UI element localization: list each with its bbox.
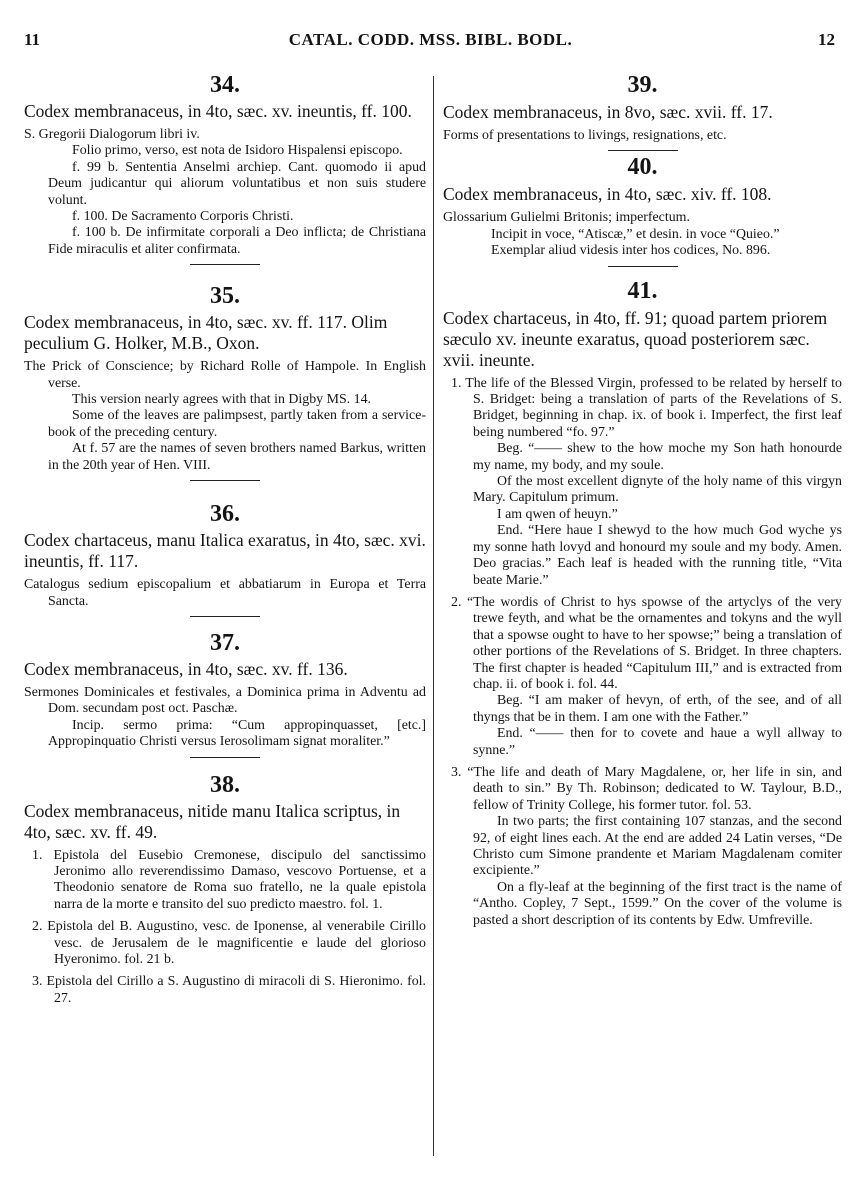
entry-number-37: 37.	[210, 629, 240, 656]
entry-rule	[190, 480, 260, 481]
entry-39-paragraph: Forms of presentations to livings, resignations, etc.	[443, 128, 727, 143]
entry-40-paragraph: Glossarium Gulielmi Britonis; imperfectum.	[443, 210, 690, 226]
entry-41-paragraph: In two parts; the first containing 107 stanzas, and the second 92, of eight lines each. At the end are added 24 Latin verses, “De Christo cum Simone prandente et Mariam Magdalenam comiter excipiente.”	[473, 814, 842, 879]
entry-number-39: 39.	[627, 72, 658, 98]
entry-38-paragraph: 3. Epistola del Cirillo a S. Augustino di miracoli di S. Hieronimo. fol. 27.	[32, 974, 426, 1006]
entry-36-paragraph: Catalogus sedium episcopalium et abbatiarum in Europa et Terra Sancta.	[24, 577, 426, 609]
codex-description-39: Codex membranaceus, in 8vo, sæc. xvii. ff. 17.	[443, 102, 773, 122]
entry-number-36: 36.	[210, 501, 240, 528]
entry-38-paragraph: 2. Epistola del B. Augustino, vesc. de Iponense, al venerabile Cirillo vesc. de Jerusalem de le magnificentie e laude del glorioso Hyeronimo. fol. 21 b.	[32, 919, 426, 967]
entry-rule	[190, 264, 260, 265]
right-column	[443, 72, 842, 929]
codex-description-36: Codex chartaceus, manu Italica exaratus, in 4to, sæc. xvi. ineuntis, ff. 117.	[24, 530, 426, 572]
entry-34-paragraph: f. 100. De Sacramento Corporis Christi.	[72, 209, 294, 225]
entry-41-paragraph: End. “—— then for to covete and haue a wyll allway to synne.”	[473, 726, 842, 758]
entry-41-paragraph: I am qwen of heuyn.”	[497, 506, 618, 522]
column-divider	[433, 76, 434, 1156]
entry-41-paragraph: Beg. “I am maker of hevyn, of erth, of the see, and of all thyngs that be in them. I am one with the Father.”	[473, 693, 842, 725]
entry-number-35: 35.	[210, 283, 240, 310]
entry-number-34: 34.	[210, 72, 240, 98]
entry-rule	[190, 616, 260, 617]
entry-41-paragraph: 1. The life of the Blessed Virgin, professed to be related by herself to S. Bridget: being a translation of parts of the Revelations of S. Bridget, beginning in chap. ix. of book i. Imperfect, the first leaf being numbered “fo. 97.”	[451, 375, 842, 440]
entry-35-paragraph: At f. 57 are the names of seven brothers named Barkus, written in the 20th year of Hen. VIII.	[48, 441, 426, 473]
entry-41-paragraph: 2. “The wordis of Christ to hys spowse of the artyclys of the very trewe feyth, and what be the ornamentes and tokyns and the wyll that a spowse ought to have to her spowse;” being a translation of other portions of the Revelations of S. Bridget. In three chapters. The first chapter is headed “Capitulum III,” and is extracted from chap. ii. of book i. fol. 44.	[451, 594, 842, 692]
page-number-left: 11	[24, 30, 41, 49]
entry-rule	[608, 266, 678, 267]
entry-40-paragraph: Incipit in voce, “Atiscæ,” et desin. in voce “Quieo.”	[491, 226, 780, 242]
codex-description-41: Codex chartaceus, in 4to, ff. 91; quoad partem priorem sæculo xv. ineunte exaratus, quoad posteriorem sæc. xvii. ineunte.	[443, 307, 828, 370]
entry-35-paragraph: Some of the leaves are palimpsest, partly taken from a service-book of the preceding century.	[48, 408, 426, 440]
codex-description-35: Codex membranaceus, in 4to, sæc. xv. ff. 117. Olim peculium G. Holker, M.B., Oxon.	[24, 312, 388, 354]
entry-rule	[608, 150, 678, 151]
entry-number-40: 40.	[627, 154, 658, 181]
entry-35-paragraph: This version nearly agrees with that in Digby MS. 14.	[72, 392, 371, 408]
entry-41-paragraph: End. “Here haue I shewyd to the how much God wyche ys my sonne hath lovyd and honourd my soule and my body. Amen. Deo gracias.” Each leaf is headed with the running title, “Vita beate Marie.”	[473, 523, 842, 588]
entry-41-paragraph: On a fly-leaf at the beginning of the first tract is the name of “Antho. Copley, 7 Sept., 1599.” On the cover of the volume is pasted a short description of its contents by Edw. Umfreville.	[473, 879, 842, 928]
entry-38-paragraph: 1. Epistola del Eusebio Cremonese, discipulo del sanctissimo Jeronimo allo reverendissimo Damaso, vescovo Portuense, et a Theodonio senatore de Roma suo fratello, ne la quale epistola narra de la morte e transito del suo predicto maestro. fol. 1.	[32, 847, 426, 912]
entry-34-paragraph: Folio primo, verso, est nota de Isidoro Hispalensi episcopo.	[72, 143, 403, 159]
entry-37-paragraph: Sermones Dominicales et festivales, a Dominica prima in Adventu ad Dom. secundam post oct. Paschæ.	[24, 684, 426, 717]
codex-description-34: Codex membranaceus, in 4to, sæc. xv. ineuntis, ff. 100.	[24, 101, 412, 121]
entry-41-paragraph: 3. “The life and death of Mary Magdalene, or, her life in sin, and death to sin.” By Th. Robinson; dedicated to W. Taylour, B.D., fellow of Trinity College, his former tutor. fol. 53.	[451, 764, 842, 813]
entry-number-38: 38.	[210, 771, 240, 798]
page-number-right: 12	[818, 30, 835, 49]
codex-description-37: Codex membranaceus, in 4to, sæc. xv. ff. 136.	[24, 658, 348, 679]
left-column	[24, 72, 426, 1007]
entry-41-paragraph: Of the most excellent dignyte of the holy name of this virgyn Mary. Capitulum primum.	[473, 474, 842, 506]
codex-description-40: Codex membranaceus, in 4to, sæc. xiv. ff. 108.	[443, 184, 772, 205]
entry-34-paragraph: f. 100 b. De infirmitate corporali a Deo inflicta; de Christiana Fide miraculis et aliter confirmata.	[48, 225, 426, 257]
running-title: CATAL. CODD. MSS. BIBL. BODL.	[288, 30, 573, 49]
entry-37-paragraph: Incip. sermo prima: “Cum appropinquasset, [etc.] Appropinquatio Christi versus Ierosolimam signat moraliter.”	[48, 717, 426, 750]
codex-description-38: Codex membranaceus, nitide manu Italica scriptus, in 4to, sæc. xv. ff. 49.	[24, 800, 401, 842]
entry-rule	[190, 757, 260, 758]
entry-40-paragraph: Exemplar aliud videsis inter hos codices, No. 896.	[491, 243, 771, 259]
entry-number-41: 41.	[627, 277, 658, 304]
entry-41-paragraph: Beg. “—— shew to the how moche my Son hath honourde my name, my body, and my soule.	[473, 441, 842, 473]
entry-35-paragraph: The Prick of Conscience; by Richard Rolle of Hampole. In English verse.	[24, 359, 426, 391]
entry-34-paragraph: S. Gregorii Dialogorum libri iv.	[24, 127, 200, 142]
entry-34-paragraph: f. 99 b. Sententia Anselmi archiep. Cant. quomodo ii apud Deum judicantur qui aliorum voluntatibus et non suis studere volunt.	[48, 159, 426, 208]
